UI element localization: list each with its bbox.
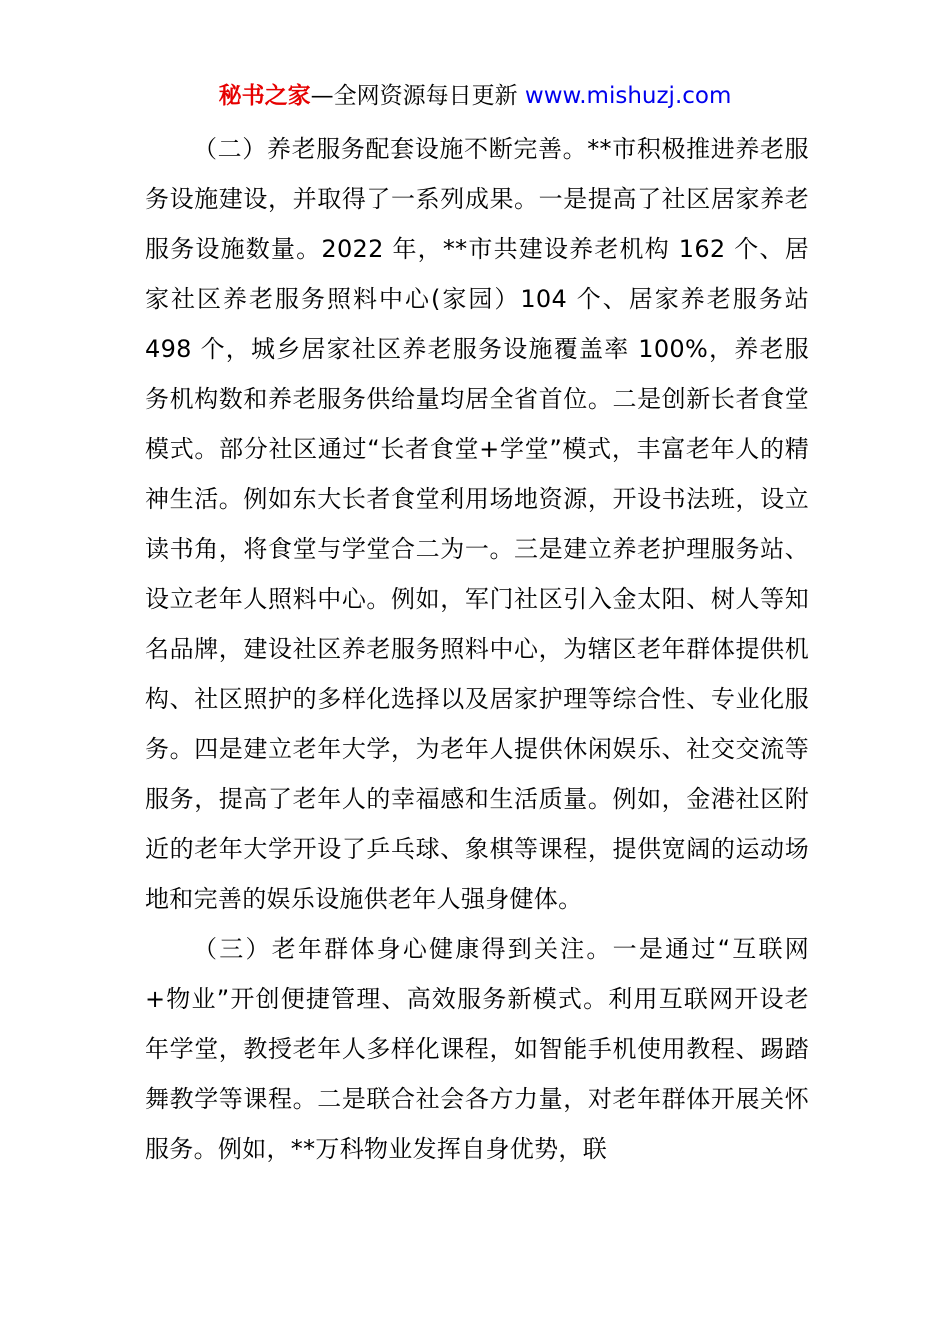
paragraph-section-3: （三）老年群体身心健康得到关注。一是通过“互联网+物业”开创便捷管理、高效服务新模式。利用互联网开设老年学堂，教授老年人多样化课程，如智能手机使用教程、踢踏舞教学等课程。二是联合社会各方力量，对老年群体开展关怀服务。例如，**万科物业发挥自身优势，联 xyxy=(145,935,809,1163)
paragraph-section-2: （二）养老服务配套设施不断完善。**市积极推进养老服务设施建设，并取得了一系列成果。一是提高了社区居家养老服务设施数量。2022 年，**市共建设养老机构 162 个、居家社区养老服务照料中心(家园）104 个、居家养老服务站 498 个，城乡居家社区养老服务设施覆盖率 100%，养老服务机构数和养老服务供给量均居全省首位。二是创新长者食堂模式。部分社区通过“长者食堂+学堂”模式，丰富老年人的精神生活。例如东大长者食堂利用场地资源，开设书法班，设立读书角，将食堂与学堂合二为一。三是建立养老护理服务站、设立老年人照料中心。例如，军门社区引入金太阳、树人等知名品牌，建设社区养老服务照料中心，为辖区老年群体提供机构、社区照护的多样化选择以及居家护理等综合性、专业化服务。四是建立老年大学，为老年人提供休闲娱乐、社交交流等服务，提高了老年人的幸福感和生活质量。例如，金港社区附近的老年大学开设了乒乓球、象棋等课程，提供宽阔的运动场地和完善的娱乐设施供老年人强身健体。 xyxy=(145,135,809,913)
site-url: www.mishuzj.com xyxy=(524,83,732,109)
page-header xyxy=(0,80,950,112)
brand-name: 秘书之家 xyxy=(218,83,311,109)
header-tagline: —全网资源每日更新 xyxy=(310,83,525,109)
document-body xyxy=(145,124,809,1174)
